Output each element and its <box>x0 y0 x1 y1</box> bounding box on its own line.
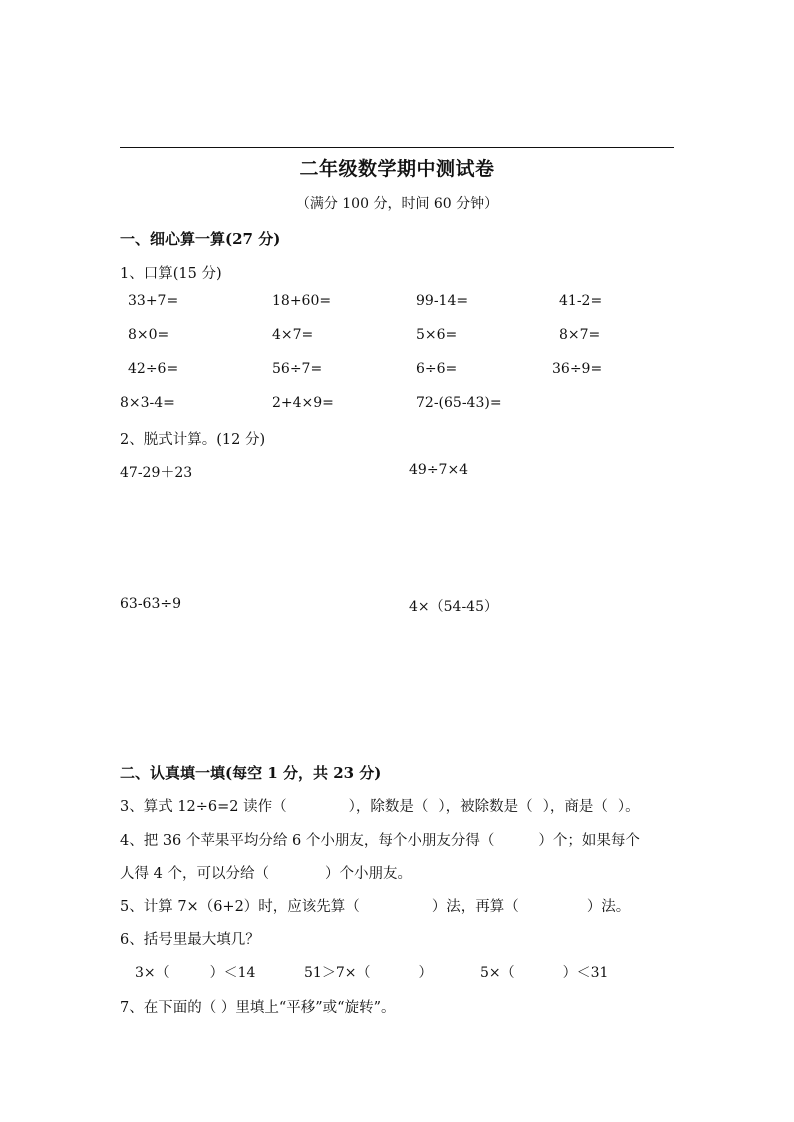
oral-item: 41-2= <box>559 293 603 309</box>
page-subtitle: （满分 100 分，时间 60 分钟） <box>295 196 499 212</box>
oral-item: 36÷9= <box>552 361 603 377</box>
q4-text: ）个；如果每个 <box>538 833 640 849</box>
q6-item: 3×（ ）＜14 <box>135 965 256 981</box>
oral-item: 33+7= <box>128 293 179 309</box>
stepwise-item: 47-29＋23 <box>120 465 193 481</box>
question-4-cont <box>120 862 412 883</box>
q4-text: 人得 4 个，可以分给（ <box>120 866 269 882</box>
oral-item: 72-(65-43)= <box>416 395 502 411</box>
q4-text: 4、把 36 个苹果平均分给 6 个小朋友，每个小朋友分得（ <box>120 833 495 849</box>
q6-item: 5×（ ）＜31 <box>480 965 609 981</box>
q3-text: ），除数是（ <box>348 799 429 815</box>
oral-item: 5×6= <box>416 327 458 343</box>
oral-item: 99-14= <box>416 293 469 309</box>
q2-label: 2、脱式计算。(12 分) <box>120 432 266 448</box>
stepwise-item: 4×（54-45） <box>409 599 498 615</box>
q5-text: 5、计算 7×（6+2）时，应该先算（ <box>120 899 360 915</box>
q3-text: 3、算式 12÷6=2 读作（ <box>120 799 287 815</box>
page-title: 二年级数学期中测试卷 <box>299 158 495 180</box>
q3-text: ），被除数是（ <box>438 799 533 815</box>
stepwise-item: 49÷7×4 <box>409 462 469 478</box>
q1-label: 1、口算(15 分) <box>120 266 222 282</box>
question-7: 7、在下面的（ ）里填上“平移”或“旋转”。 <box>120 1000 396 1016</box>
oral-item: 4×7= <box>272 327 314 343</box>
q6-item: 51＞7×（ ） <box>304 965 433 981</box>
question-3 <box>120 795 640 816</box>
oral-item: 8×3-4= <box>120 395 175 411</box>
q5-text: ）法，再算（ <box>431 899 519 915</box>
section2-heading: 二、认真填一填(每空 1 分，共 23 分) <box>120 764 382 782</box>
oral-item: 42÷6= <box>128 361 179 377</box>
section1-heading: 一、细心算一算(27 分) <box>120 230 281 248</box>
oral-item: 56÷7= <box>272 361 323 377</box>
q6-label: 6、括号里最大填几？ <box>120 932 260 948</box>
q5-text: ）法。 <box>586 899 631 915</box>
q4-text: ）个小朋友。 <box>324 866 412 882</box>
oral-item: 8×0= <box>128 327 170 343</box>
oral-item: 18+60= <box>272 293 332 309</box>
stepwise-item: 63-63÷9 <box>120 596 181 612</box>
q3-text: ），商是（ <box>542 799 608 815</box>
oral-item: 6÷6= <box>416 361 458 377</box>
question-4 <box>120 829 640 850</box>
oral-item: 2+4×9= <box>272 395 334 411</box>
header-rule <box>120 147 674 148</box>
oral-item: 8×7= <box>559 327 601 343</box>
question-5 <box>120 895 630 916</box>
q3-text: ）。 <box>617 799 640 815</box>
